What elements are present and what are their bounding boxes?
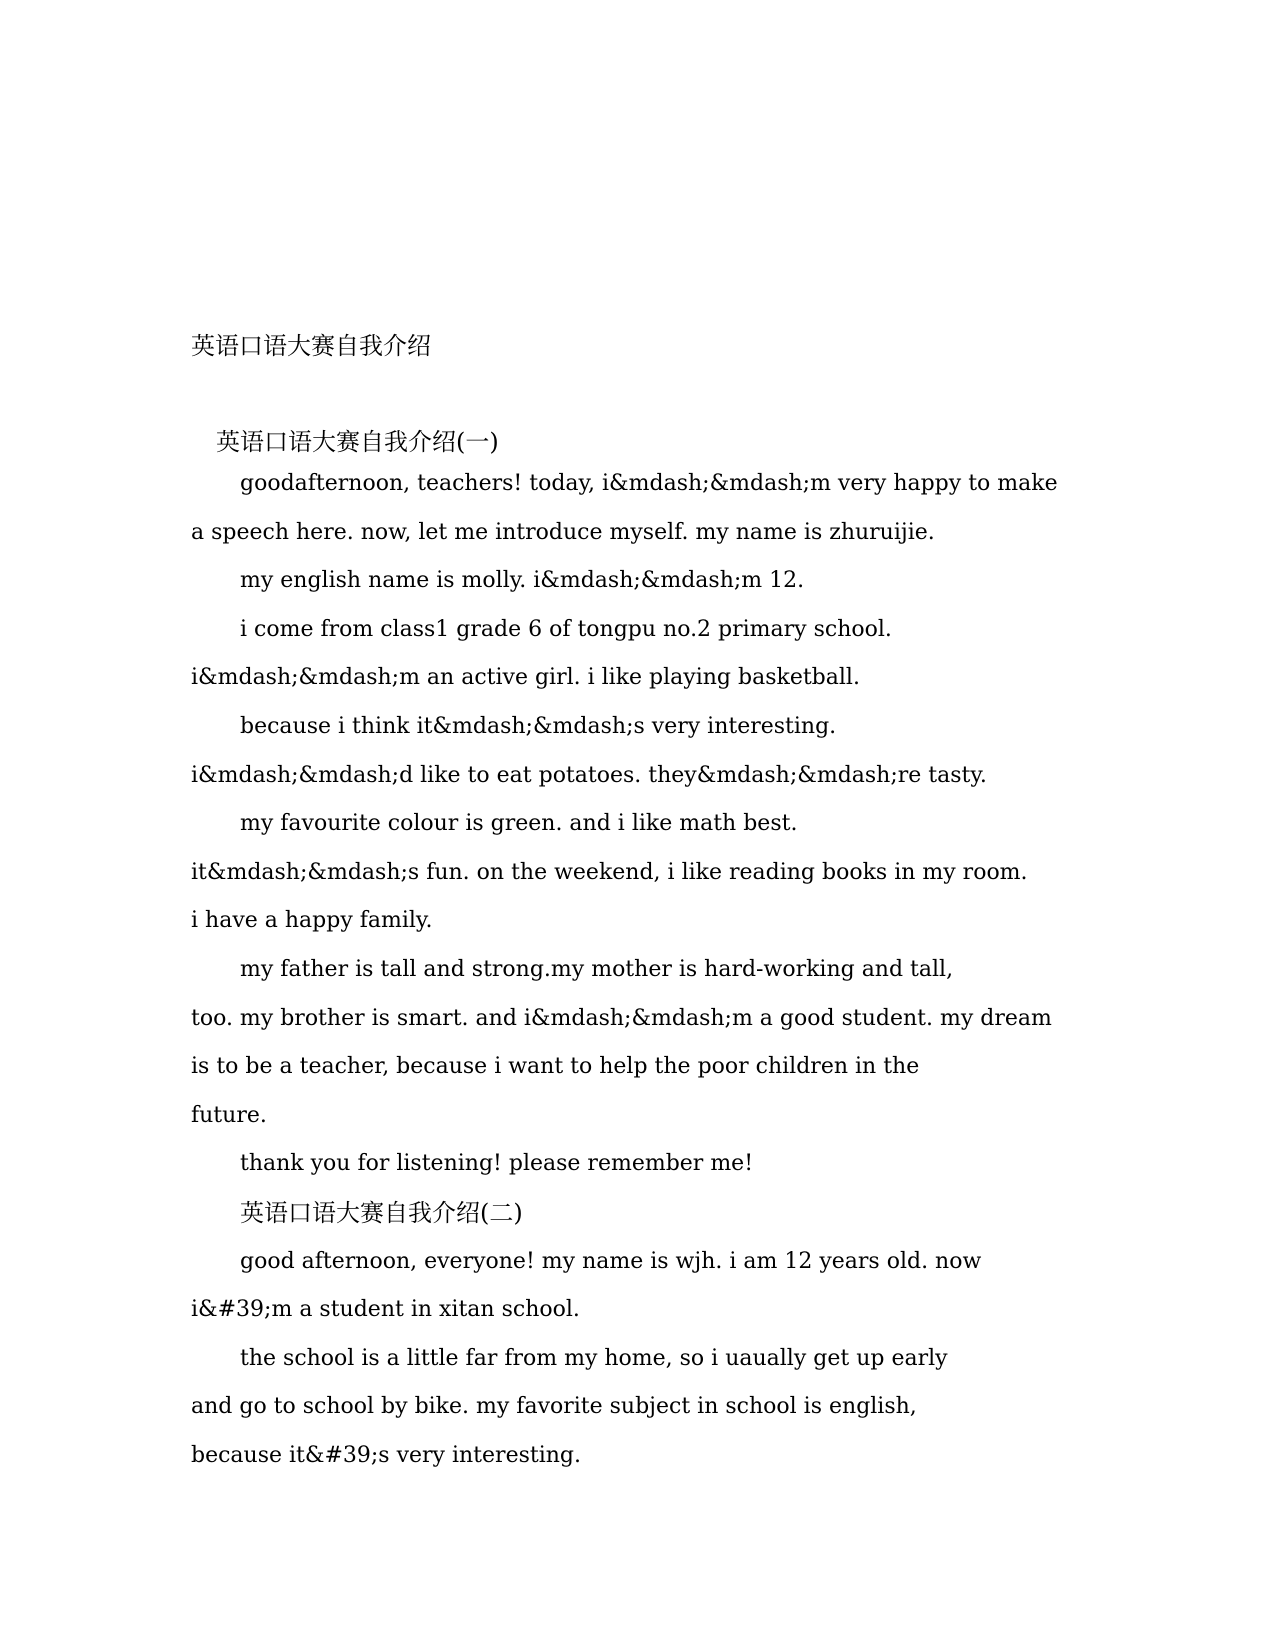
paragraph-line: i have a happy family. [191,908,433,934]
paragraph-line: i&mdash;&mdash;d like to eat potatoes. they&mdash;&mdash;re tasty. [191,762,987,788]
paragraph-line: i come from class1 grade 6 of tongpu no.2 primary school. [240,616,892,642]
paragraph-line: future. [191,1102,267,1128]
paragraph-line: my favourite colour is green. and i like math best. [240,811,798,837]
paragraph-line: the school is a little far from my home, so i uaually get up early [240,1345,948,1371]
paragraph-line: i&mdash;&mdash;m an active girl. i like playing basketball. [191,665,860,691]
paragraph-line: and go to school by bike. my favorite subject in school is english, [191,1394,917,1420]
paragraph-line: my father is tall and strong.my mother is hard-working and tall, [240,956,954,982]
paragraph-line: i&#39;m a student in xitan school. [191,1297,580,1323]
document-body [191,460,1091,1480]
section-2-heading: 英语口语大赛自我介绍(二) [240,1198,523,1227]
paragraph-line: thank you for listening! please remember me! [240,1151,754,1177]
paragraph-line: because it&#39;s very interesting. [191,1442,581,1468]
document-title: 英语口语大赛自我介绍 [191,332,431,360]
paragraph-line: because i think it&mdash;&mdash;s very interesting. [240,713,837,739]
paragraph-line: it&mdash;&mdash;s fun. on the weekend, i like reading books in my room. [191,859,1028,885]
paragraph-line: good afternoon, everyone! my name is wjh. i am 12 years old. now [240,1248,982,1274]
paragraph-line: is to be a teacher, because i want to help the poor children in the [191,1054,920,1080]
paragraph-line: too. my brother is smart. and i&mdash;&mdash;m a good student. my dream [191,1005,1052,1031]
paragraph-line: a speech here. now, let me introduce myself. my name is zhuruijie. [191,519,935,545]
paragraph-line: goodafternoon, teachers! today, i&mdash;&mdash;m very happy to make [240,471,1058,496]
section-1-heading: 英语口语大赛自我介绍(一) [216,428,499,456]
paragraph-line: my english name is molly. i&mdash;&mdash;m 12. [240,568,805,594]
